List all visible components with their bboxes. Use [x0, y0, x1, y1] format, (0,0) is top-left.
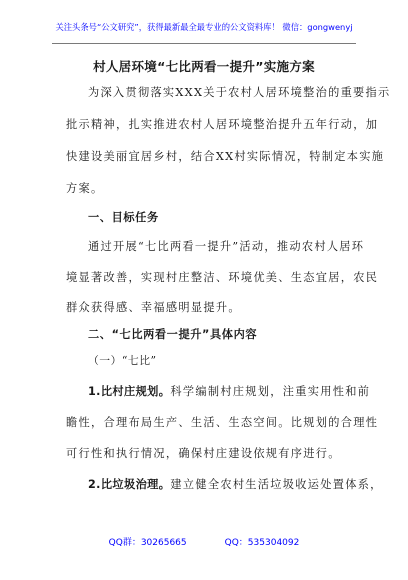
- section-heading: 一、目标任务: [88, 211, 159, 224]
- subsection-heading: （一）“七比”: [88, 354, 157, 367]
- item-text: 建立健全农村生活垃圾收运处置体系，: [170, 478, 383, 491]
- header-banner: 关注头条号“公文研究”，获得最新最全最专业的公文资料库！ 微信：gongwenyj: [55, 22, 353, 32]
- intro-line: 方案。: [66, 182, 104, 195]
- intro-line: 为深入贯彻落实XXX关于农村人居环境整治的重要指示: [88, 86, 391, 99]
- item-line: [88, 384, 371, 400]
- header-divider: [52, 43, 356, 44]
- section1-line: 群众获得感、幸福感明显提升。: [66, 301, 241, 314]
- footer-contact: [0, 535, 408, 548]
- item-text: 科学编制村庄规划，注重实用性和前: [170, 385, 371, 398]
- footer-qq-group: QQ群：30265665: [108, 538, 187, 548]
- section1-line: 通过开展“七比两看一提升”活动，推动农村人居环: [88, 240, 365, 253]
- document-title: 村人居环境“七比两看一提升”实施方案: [93, 59, 315, 74]
- item-line: 可行性和执行情况，确保村庄建设依规有序进行。: [66, 447, 341, 460]
- intro-line: 批示精神，扎实推进农村人居环境整治提升五年行动，加: [66, 118, 379, 131]
- item-lead: 2.比垃圾治理。: [88, 478, 171, 491]
- section1-line: 境显著改善，实现村庄整洁、环境优美、生态宜居，农民: [66, 271, 379, 284]
- intro-line: 快建设美丽宜居乡村，结合XX村实际情况，特制定本实施: [66, 150, 385, 163]
- footer-qq: QQ：535304092: [224, 538, 300, 548]
- section-heading: 二、“七比两看一提升”具体内容: [88, 328, 258, 341]
- item-line: 瞻性，合理布局生产、生活、生态空间。比规划的合理性: [66, 416, 379, 429]
- item-line: [88, 477, 383, 493]
- item-lead: 1.比村庄规划。: [88, 385, 171, 398]
